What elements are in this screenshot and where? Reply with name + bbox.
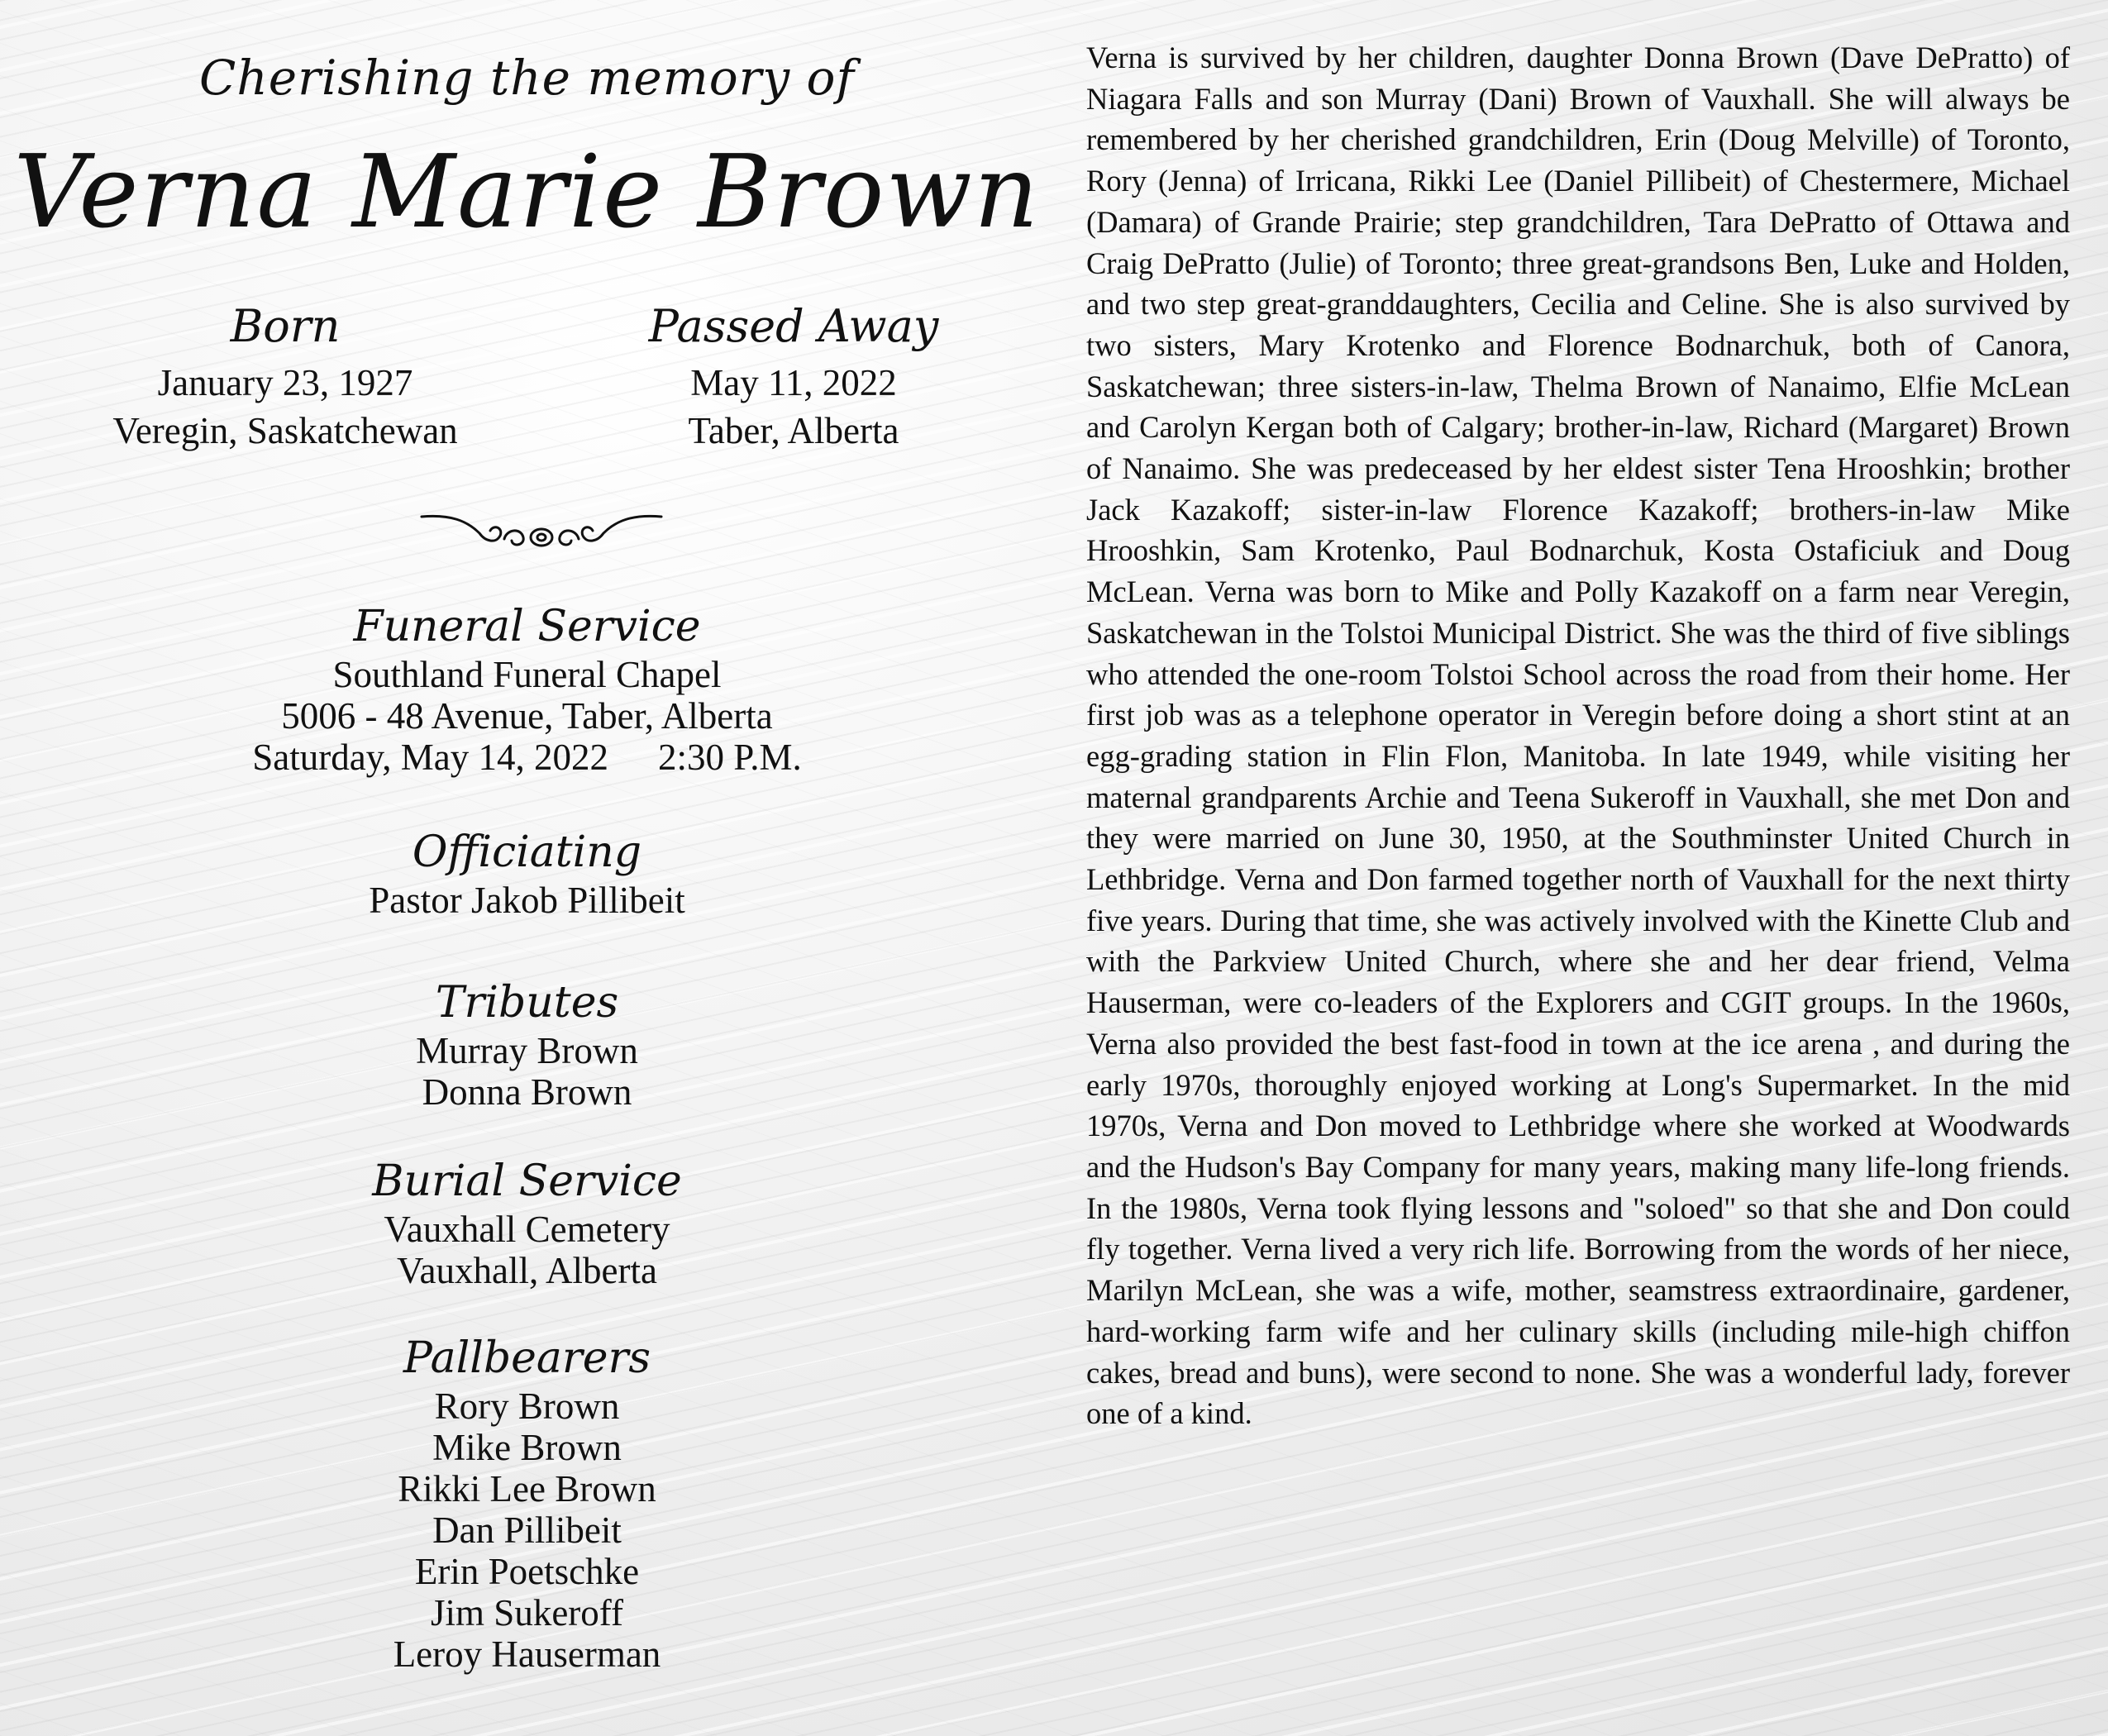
- tribute-name: Murray Brown: [416, 1030, 638, 1071]
- burial-location: Vauxhall, Alberta: [397, 1250, 657, 1291]
- passed-heading: Passed Away: [648, 300, 939, 352]
- pallbearer-name: Mike Brown: [432, 1427, 622, 1468]
- intro-heading: Cherishing the memory of: [199, 50, 855, 106]
- born-block: [58, 302, 513, 455]
- officiating-heading: Officiating: [412, 827, 642, 877]
- pallbearer-name: Jim Sukeroff: [431, 1592, 623, 1633]
- pallbearer-name: Erin Poetschke: [414, 1551, 640, 1592]
- passed-block: [579, 302, 1009, 455]
- pallbearer-name: Dan Pillibeit: [432, 1509, 622, 1551]
- officiating-section: [0, 825, 1054, 921]
- born-date: January 23, 1927: [157, 362, 413, 404]
- born-heading: Born: [230, 300, 341, 352]
- deceased-name: Verna Marie Brown: [13, 133, 1041, 250]
- tributes-section: [0, 975, 1054, 1113]
- obituary-text: Verna is survived by her children, daughter Donna Brown (Dave DePratto) of Niagara Falls and son Murray (Dani) Brown of Vauxhall. She will always be remembered by her cherished grandchildren, Erin (Doug Melville) of Toronto, Rory (Jenna) of Irricana, Rikki Lee (Daniel Pillibeit) of Chestermere, Michael (Damara) of Grande Prairie; step grandchildren, Tara DePratto of Ottawa and Craig DePratto (Julie) of Toronto; three great-grandsons Ben, Luke and Holden, and two step great-granddaughters, Cecilia and Celine. She is also survived by two sisters, Mary Krotenko and Florence Bodnarchuk, both of Canora, Saskatchewan; three sisters-in-law, Thelma Brown of Nanaimo, Elfie McLean and Carolyn Kergan both of Calgary; brother-in-law, Richard (Margaret) Brown of Nanaimo. She was predeceased by her eldest sister Tena Hrooshkin; brother Jack Kazakoff; sister-in-law Florence Kazakoff; brothers-in-law Mike Hrooshkin, Sam Krotenko, Paul Bodnarchuk, Kosta Ostaficiuk and Doug McLean. Verna was born to Mike and Polly Kazakoff on a farm near Veregin, Saskatchewan in the Tolstoi Municipal District. She was the third of five siblings who attended the one-room Tolstoi School across the road from their home. Her first job was as a telephone operator in Veregin before doing a short stint at an egg-grading station in Flin Flon, Manitoba. In late 1949, while visiting her maternal grandparents Archie and Teena Sukeroff in Vauxhall, she met Don and they were married on June 30, 1950, at the Southminster United Church in Lethbridge. Verna and Don farmed together north of Vauxhall for the next thirty five years. During that time, she was actively involved with the Kinette Club and with the Parkview United Church, where she and her dear friend, Velma Hauserman, were co-leaders of the Explorers and CGIT groups. In the 1960s, Verna also provided the best fast-food in town at the ice arena , and during the early 1970s, thoroughly enjoyed working at Long's Supermarket. In the mid 1970s, Verna and Don moved to Lethbridge where she worked at Woodwards and the Hudson's Bay Company for many years, making many life-long friends. In the 1980s, Verna took flying lessons and "soloed" so that she and Don could fly together. Verna lived a very rich life. Borrowing from the words of her niece, Marilyn McLean, she was a wife, mother, seamstress extraordinaire, gardener, hard-working farm wife and her culinary skills (including mile-high chiffon cakes, bread and buns), were second to none. She was a wonderful lady, forever one of a kind.: [1086, 41, 2070, 1431]
- pallbearers-section: [0, 1331, 1054, 1675]
- passed-place: Taber, Alberta: [688, 410, 899, 452]
- funeral-datetime: [0, 737, 1054, 778]
- born-place: Veregin, Saskatchewan: [112, 410, 458, 452]
- funeral-address: 5006 - 48 Avenue, Taber, Alberta: [281, 695, 773, 737]
- burial-service-section: [0, 1154, 1054, 1291]
- tribute-name: Donna Brown: [422, 1071, 632, 1113]
- passed-date: May 11, 2022: [690, 362, 897, 404]
- funeral-time: 2:30 P.M.: [657, 737, 802, 778]
- burial-heading: Burial Service: [372, 1157, 682, 1206]
- pallbearer-name: Rikki Lee Brown: [398, 1468, 656, 1509]
- pallbearer-name: Rory Brown: [434, 1385, 620, 1427]
- pallbearers-heading: Pallbearers: [403, 1333, 651, 1383]
- tributes-heading: Tributes: [435, 978, 619, 1028]
- funeral-heading: Funeral Service: [353, 602, 701, 651]
- scroll-flourish-icon: [417, 496, 665, 562]
- funeral-service-section: [0, 599, 1054, 778]
- burial-cemetery: Vauxhall Cemetery: [384, 1209, 670, 1250]
- pallbearer-name: Leroy Hauserman: [393, 1633, 661, 1675]
- funeral-date: Saturday, May 14, 2022: [252, 737, 608, 778]
- officiant-name: Pastor Jakob Pillibeit: [369, 880, 685, 921]
- funeral-venue: Southland Funeral Chapel: [332, 654, 722, 695]
